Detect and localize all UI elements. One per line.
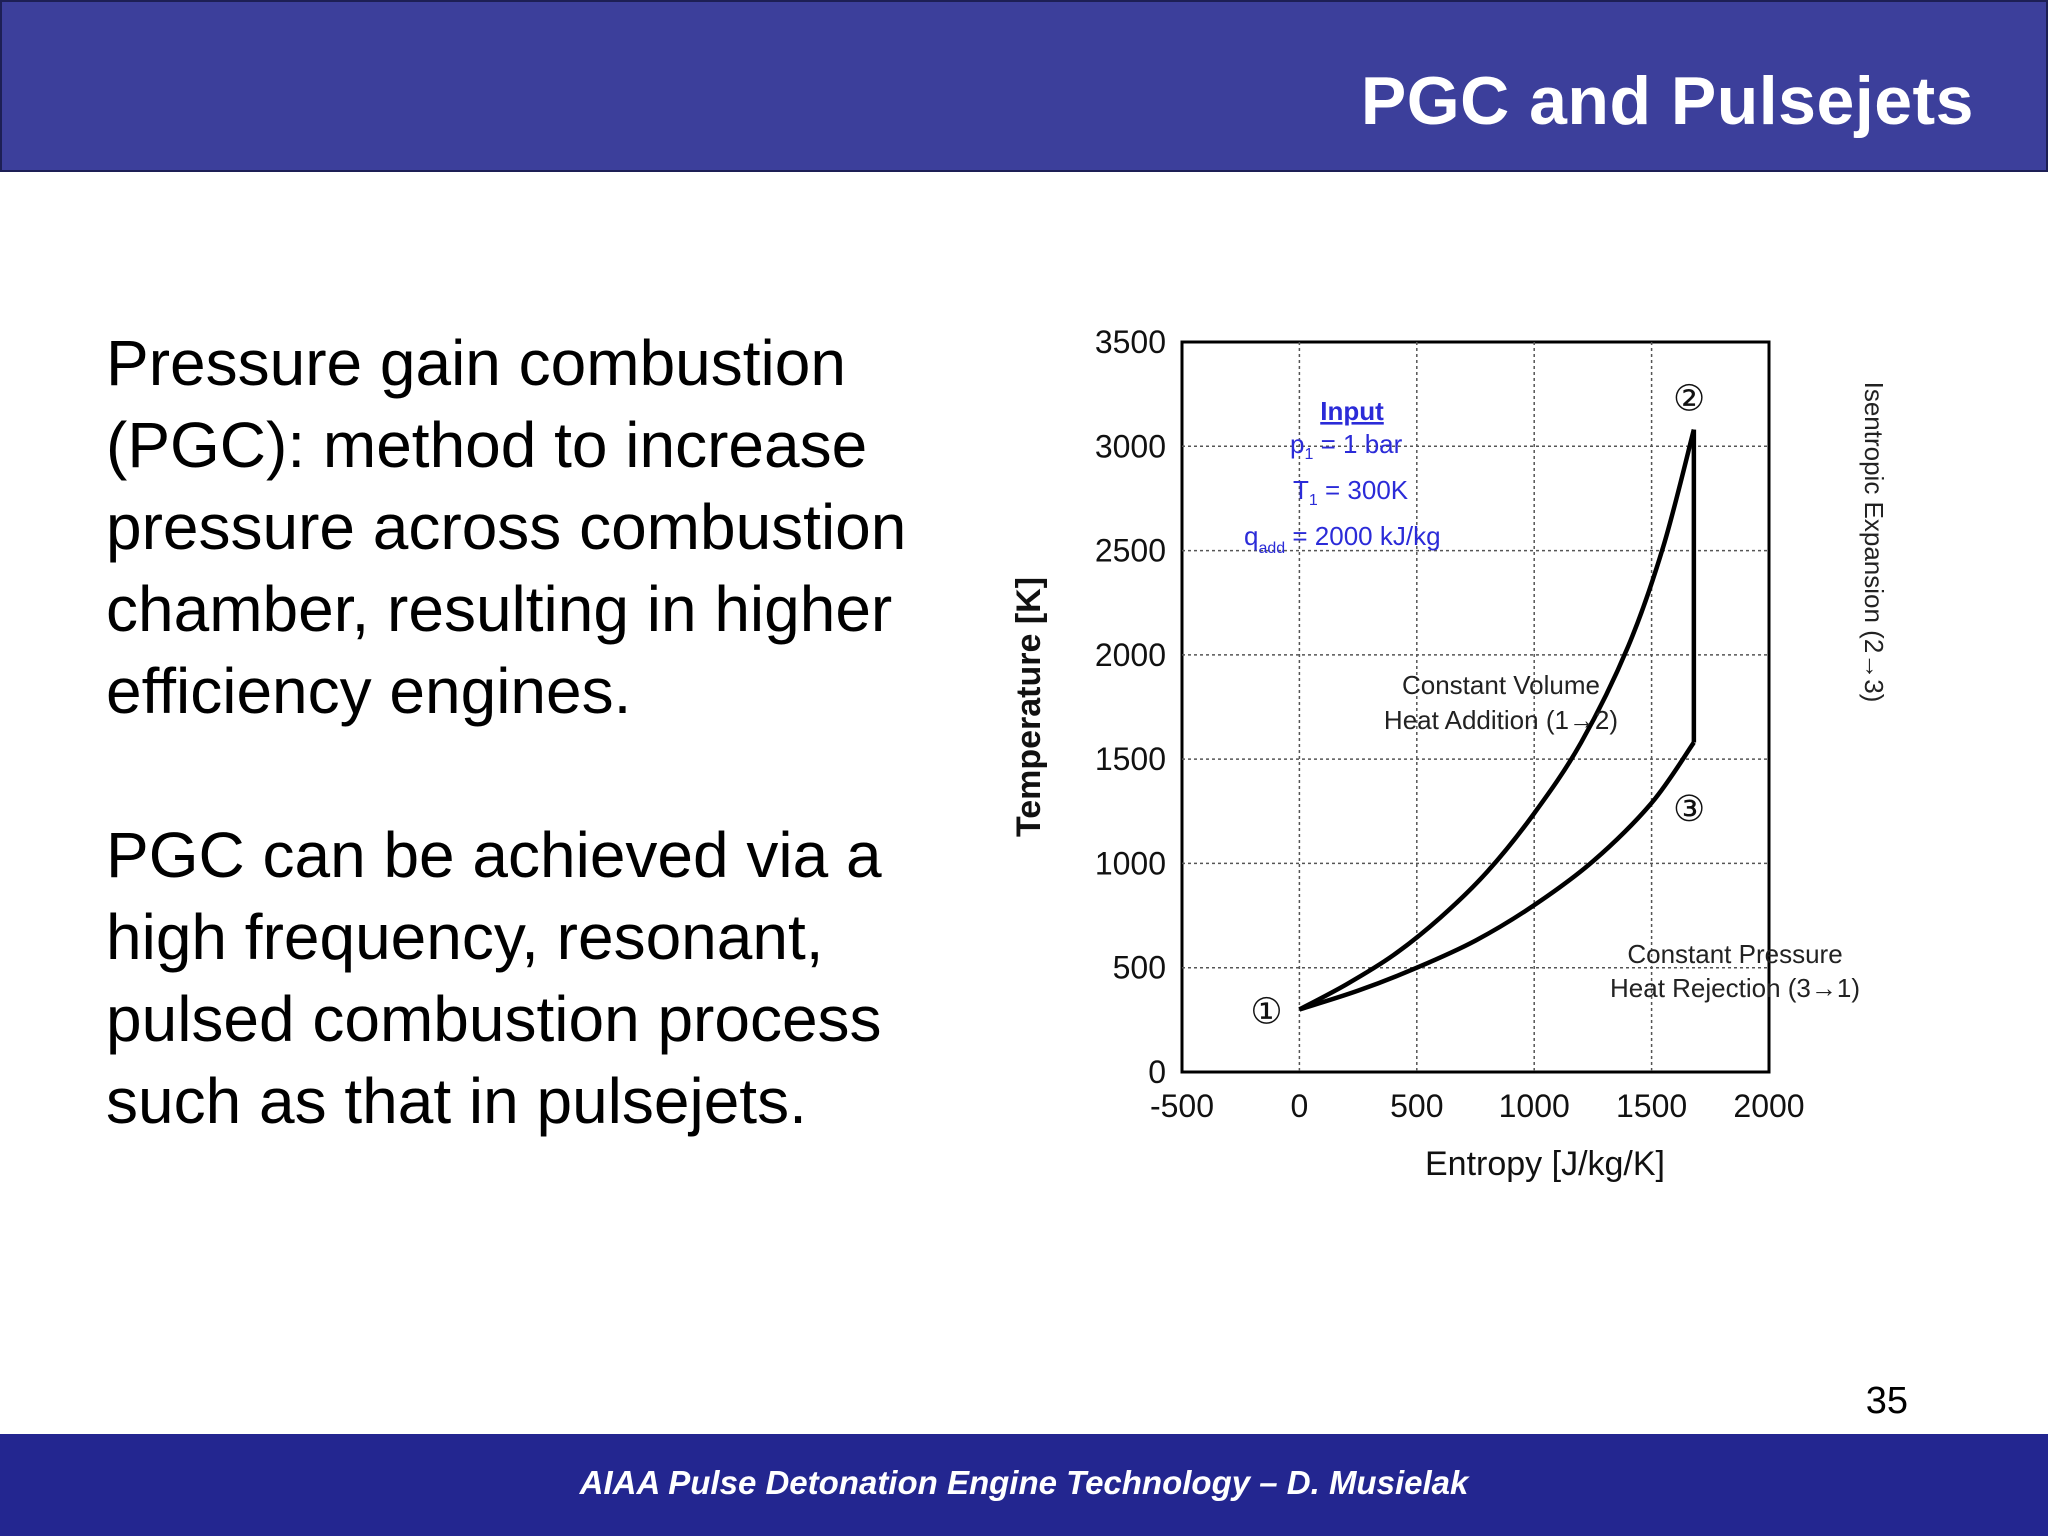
ts-diagram-svg xyxy=(990,300,1990,1220)
annotation-constant-volume: Constant Volume xyxy=(1401,670,1601,700)
annotation-heat-rejection: Heat Rejection (3→1) xyxy=(1610,973,1860,1003)
input-heat-added: $q_{add} = 2000$ kJ/kg xyxy=(1244,521,1441,557)
x-tick-label: 1500 xyxy=(1616,1088,1688,1124)
slide-title: PGC and Pulsejets xyxy=(1360,63,1974,139)
body-text xyxy=(106,322,1006,1224)
page-number: 35 xyxy=(1865,1380,1908,1422)
state-point-marker: ② xyxy=(1673,378,1706,420)
paragraph-pgc-definition: Pressure gain combustion (PGC): method to increase pressure across combustion chamber, resulting in higher efficiency engines. xyxy=(106,327,907,727)
annotation-constant-pressure: Constant Pressure xyxy=(1627,939,1843,969)
y-tick-label: 1000 xyxy=(1094,845,1166,882)
y-axis-label: Temperature [K] xyxy=(1010,576,1048,838)
y-tick-label: 0 xyxy=(1148,1054,1166,1090)
y-tick-label: 500 xyxy=(1112,949,1166,986)
annotation-isentropic-expansion: Isentropic Expansion (2→3) xyxy=(1859,381,1889,703)
y-tick-label: 3000 xyxy=(1094,428,1166,465)
x-tick-label: -500 xyxy=(1149,1088,1215,1124)
y-tick-label: 3500 xyxy=(1094,324,1166,360)
x-tick-label: 1000 xyxy=(1498,1088,1570,1124)
y-tick-label: 2500 xyxy=(1094,532,1166,569)
x-tick-label: 0 xyxy=(1290,1088,1309,1124)
ts-diagram xyxy=(990,300,1990,1220)
state-point-marker: ① xyxy=(1250,991,1283,1033)
input-temperature: $T_1 = 300K$ xyxy=(1293,475,1409,509)
x-tick-label: 2000 xyxy=(1733,1088,1805,1124)
title-bar xyxy=(0,0,2048,172)
y-tick-label: 1500 xyxy=(1094,741,1166,778)
paragraph-pulsejets: PGC can be achieved via a high frequency, resonant, pulsed combustion process such as that in pulsejets. xyxy=(106,819,882,1137)
x-axis-label: Entropy [J/kg/K] xyxy=(1425,1145,1665,1183)
footer-text: AIAA Pulse Detonation Engine Technology – D. Musielak xyxy=(579,1464,1469,1501)
y-tick-label: 2000 xyxy=(1094,636,1166,673)
x-tick-label: 500 xyxy=(1390,1088,1444,1124)
state-point-marker: ③ xyxy=(1673,789,1706,831)
input-title: Input xyxy=(1320,396,1384,426)
annotation-heat-addition: Heat Addition (1→2) xyxy=(1383,705,1619,735)
input-pressure: $p_1 = 1$ bar xyxy=(1290,429,1403,463)
footer-bar xyxy=(0,1434,2048,1536)
